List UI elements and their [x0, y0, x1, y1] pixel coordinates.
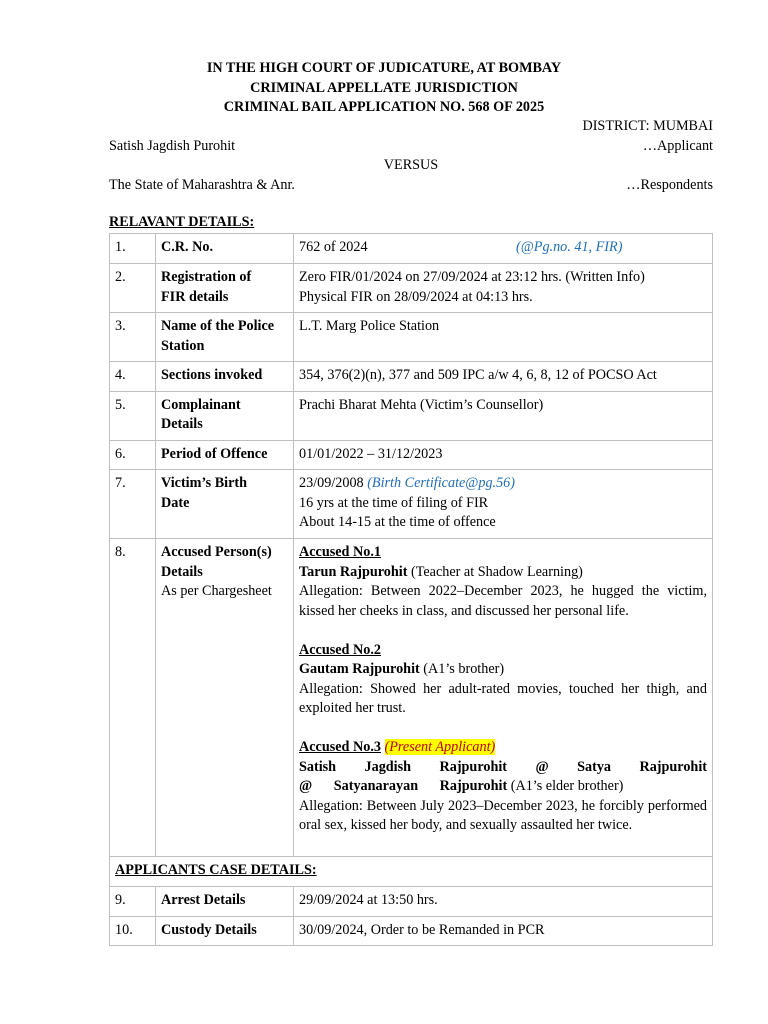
- accused-2-name: Gautam Rajpurohit: [299, 661, 420, 677]
- table-row: [110, 916, 713, 946]
- respondent-name: The State of Maharashtra & Anr.: [109, 177, 295, 193]
- accused-1-allegation: Allegation: Between 2022–December 2023, he hugged the victim, kissed her cheeks in class, and discussed her personal life.: [299, 583, 707, 619]
- accused-1-name: Tarun Rajpurohit: [299, 563, 408, 580]
- arrest-details: 29/09/2024 at 13:50 hrs.: [294, 887, 713, 917]
- table-row: [110, 470, 713, 539]
- row-label: Period of Offence: [156, 440, 294, 470]
- age-at-offence: About 14-15 at the time of offence: [299, 514, 496, 530]
- relevant-details-heading: RELAVANT DETAILS:: [109, 214, 255, 230]
- victim-birth-date: 23/09/2008: [299, 475, 364, 491]
- zero-fir-details: Zero FIR/01/2024 on 27/09/2024 at 23:12 hrs. (Written Info): [299, 269, 645, 285]
- accused-3-name: Satish Jagdish Rajpurohit @ Satya Rajpurohit @ Satyanarayan Rajpurohit: [299, 758, 707, 794]
- row-number: 4.: [110, 362, 156, 392]
- cr-number: 762 of 2024: [299, 239, 368, 255]
- respondent-role: …Respondents: [626, 177, 713, 193]
- accused-3-allegation: Allegation: Between July 2023–December 2023, he forcibly performed oral sex, kissed her body, and sexually assaulted her twice.: [299, 797, 707, 833]
- versus-label: VERSUS: [383, 157, 439, 173]
- row-number: 5.: [110, 391, 156, 440]
- row-number: 10.: [110, 916, 156, 946]
- jurisdiction-title: CRIMINAL APPELLATE JURISDICTION: [250, 80, 518, 96]
- table-row: [110, 539, 713, 857]
- row-label: Victim’s Birth: [161, 475, 248, 491]
- present-applicant-tag: (Present Applicant): [384, 739, 496, 755]
- row-label: Complainant: [161, 396, 241, 413]
- details-table: [109, 233, 713, 946]
- table-row: [110, 264, 713, 313]
- row-label: Name of the Police: [161, 318, 275, 334]
- row-number: 2.: [110, 264, 156, 313]
- row-label: C.R. No.: [156, 234, 294, 264]
- row-number: 1.: [110, 234, 156, 264]
- applicant-role: …Applicant: [642, 138, 713, 154]
- row-label: Arrest Details: [156, 887, 294, 917]
- row-sublabel: As per Chargesheet: [161, 583, 272, 599]
- accused-1-description: (Teacher at Shadow Learning): [407, 563, 583, 580]
- row-number: 3.: [110, 313, 156, 362]
- accused-2-description: (A1’s brother): [419, 661, 505, 677]
- row-number: 9.: [110, 887, 156, 917]
- table-row: [110, 857, 713, 887]
- sections-invoked: 354, 376(2)(n), 377 and 509 IPC a/w 4, 6, 8, 12 of POCSO Act: [294, 362, 713, 392]
- row-label: Details: [161, 563, 203, 580]
- row-number: 7.: [110, 470, 156, 539]
- table-row: [110, 362, 713, 392]
- row-label: Details: [161, 416, 203, 432]
- table-row: [110, 313, 713, 362]
- fir-page-reference: (@Pg.no. 41, FIR): [516, 239, 623, 255]
- applicants-case-heading: APPLICANTS CASE DETAILS:: [110, 857, 713, 887]
- district-label: DISTRICT: MUMBAI: [582, 118, 713, 134]
- police-station: L.T. Marg Police Station: [294, 313, 713, 362]
- accused-2-heading: Accused No.2: [299, 641, 381, 658]
- accused-2-allegation: Allegation: Showed her adult-rated movies, touched her thigh, and exploited her trust.: [299, 680, 707, 716]
- row-label: Sections invoked: [156, 362, 294, 392]
- physical-fir-details: Physical FIR on 28/09/2024 at 04:13 hrs.: [299, 288, 533, 305]
- row-label: Registration of: [161, 269, 252, 285]
- table-row: [110, 887, 713, 917]
- complainant-details: Prachi Bharat Mehta (Victim’s Counsellor): [294, 391, 713, 440]
- accused-3-description: (A1’s elder brother): [507, 778, 624, 794]
- age-at-fir: 16 yrs at the time of filing of FIR: [299, 494, 489, 511]
- row-label: Station: [161, 337, 205, 354]
- table-row: [110, 440, 713, 470]
- accused-3-heading: Accused No.3: [299, 739, 381, 755]
- birth-certificate-reference: (Birth Certificate@pg.56): [367, 475, 515, 491]
- row-label: Date: [161, 494, 190, 511]
- row-number: 6.: [110, 440, 156, 470]
- application-title: CRIMINAL BAIL APPLICATION NO. 568 OF 2025: [223, 99, 545, 115]
- row-label: FIR details: [161, 288, 229, 305]
- court-title: IN THE HIGH COURT OF JUDICATURE, AT BOMBAY: [206, 60, 562, 76]
- offence-period: 01/01/2022 – 31/12/2023: [294, 440, 713, 470]
- row-label: Custody Details: [156, 916, 294, 946]
- table-row: [110, 391, 713, 440]
- applicant-name: Satish Jagdish Purohit: [109, 138, 236, 154]
- custody-details: 30/09/2024, Order to be Remanded in PCR: [294, 916, 713, 946]
- row-number: 8.: [110, 539, 156, 857]
- table-row: [110, 234, 713, 264]
- row-label: Accused Person(s): [161, 544, 272, 560]
- accused-1-heading: Accused No.1: [299, 544, 381, 560]
